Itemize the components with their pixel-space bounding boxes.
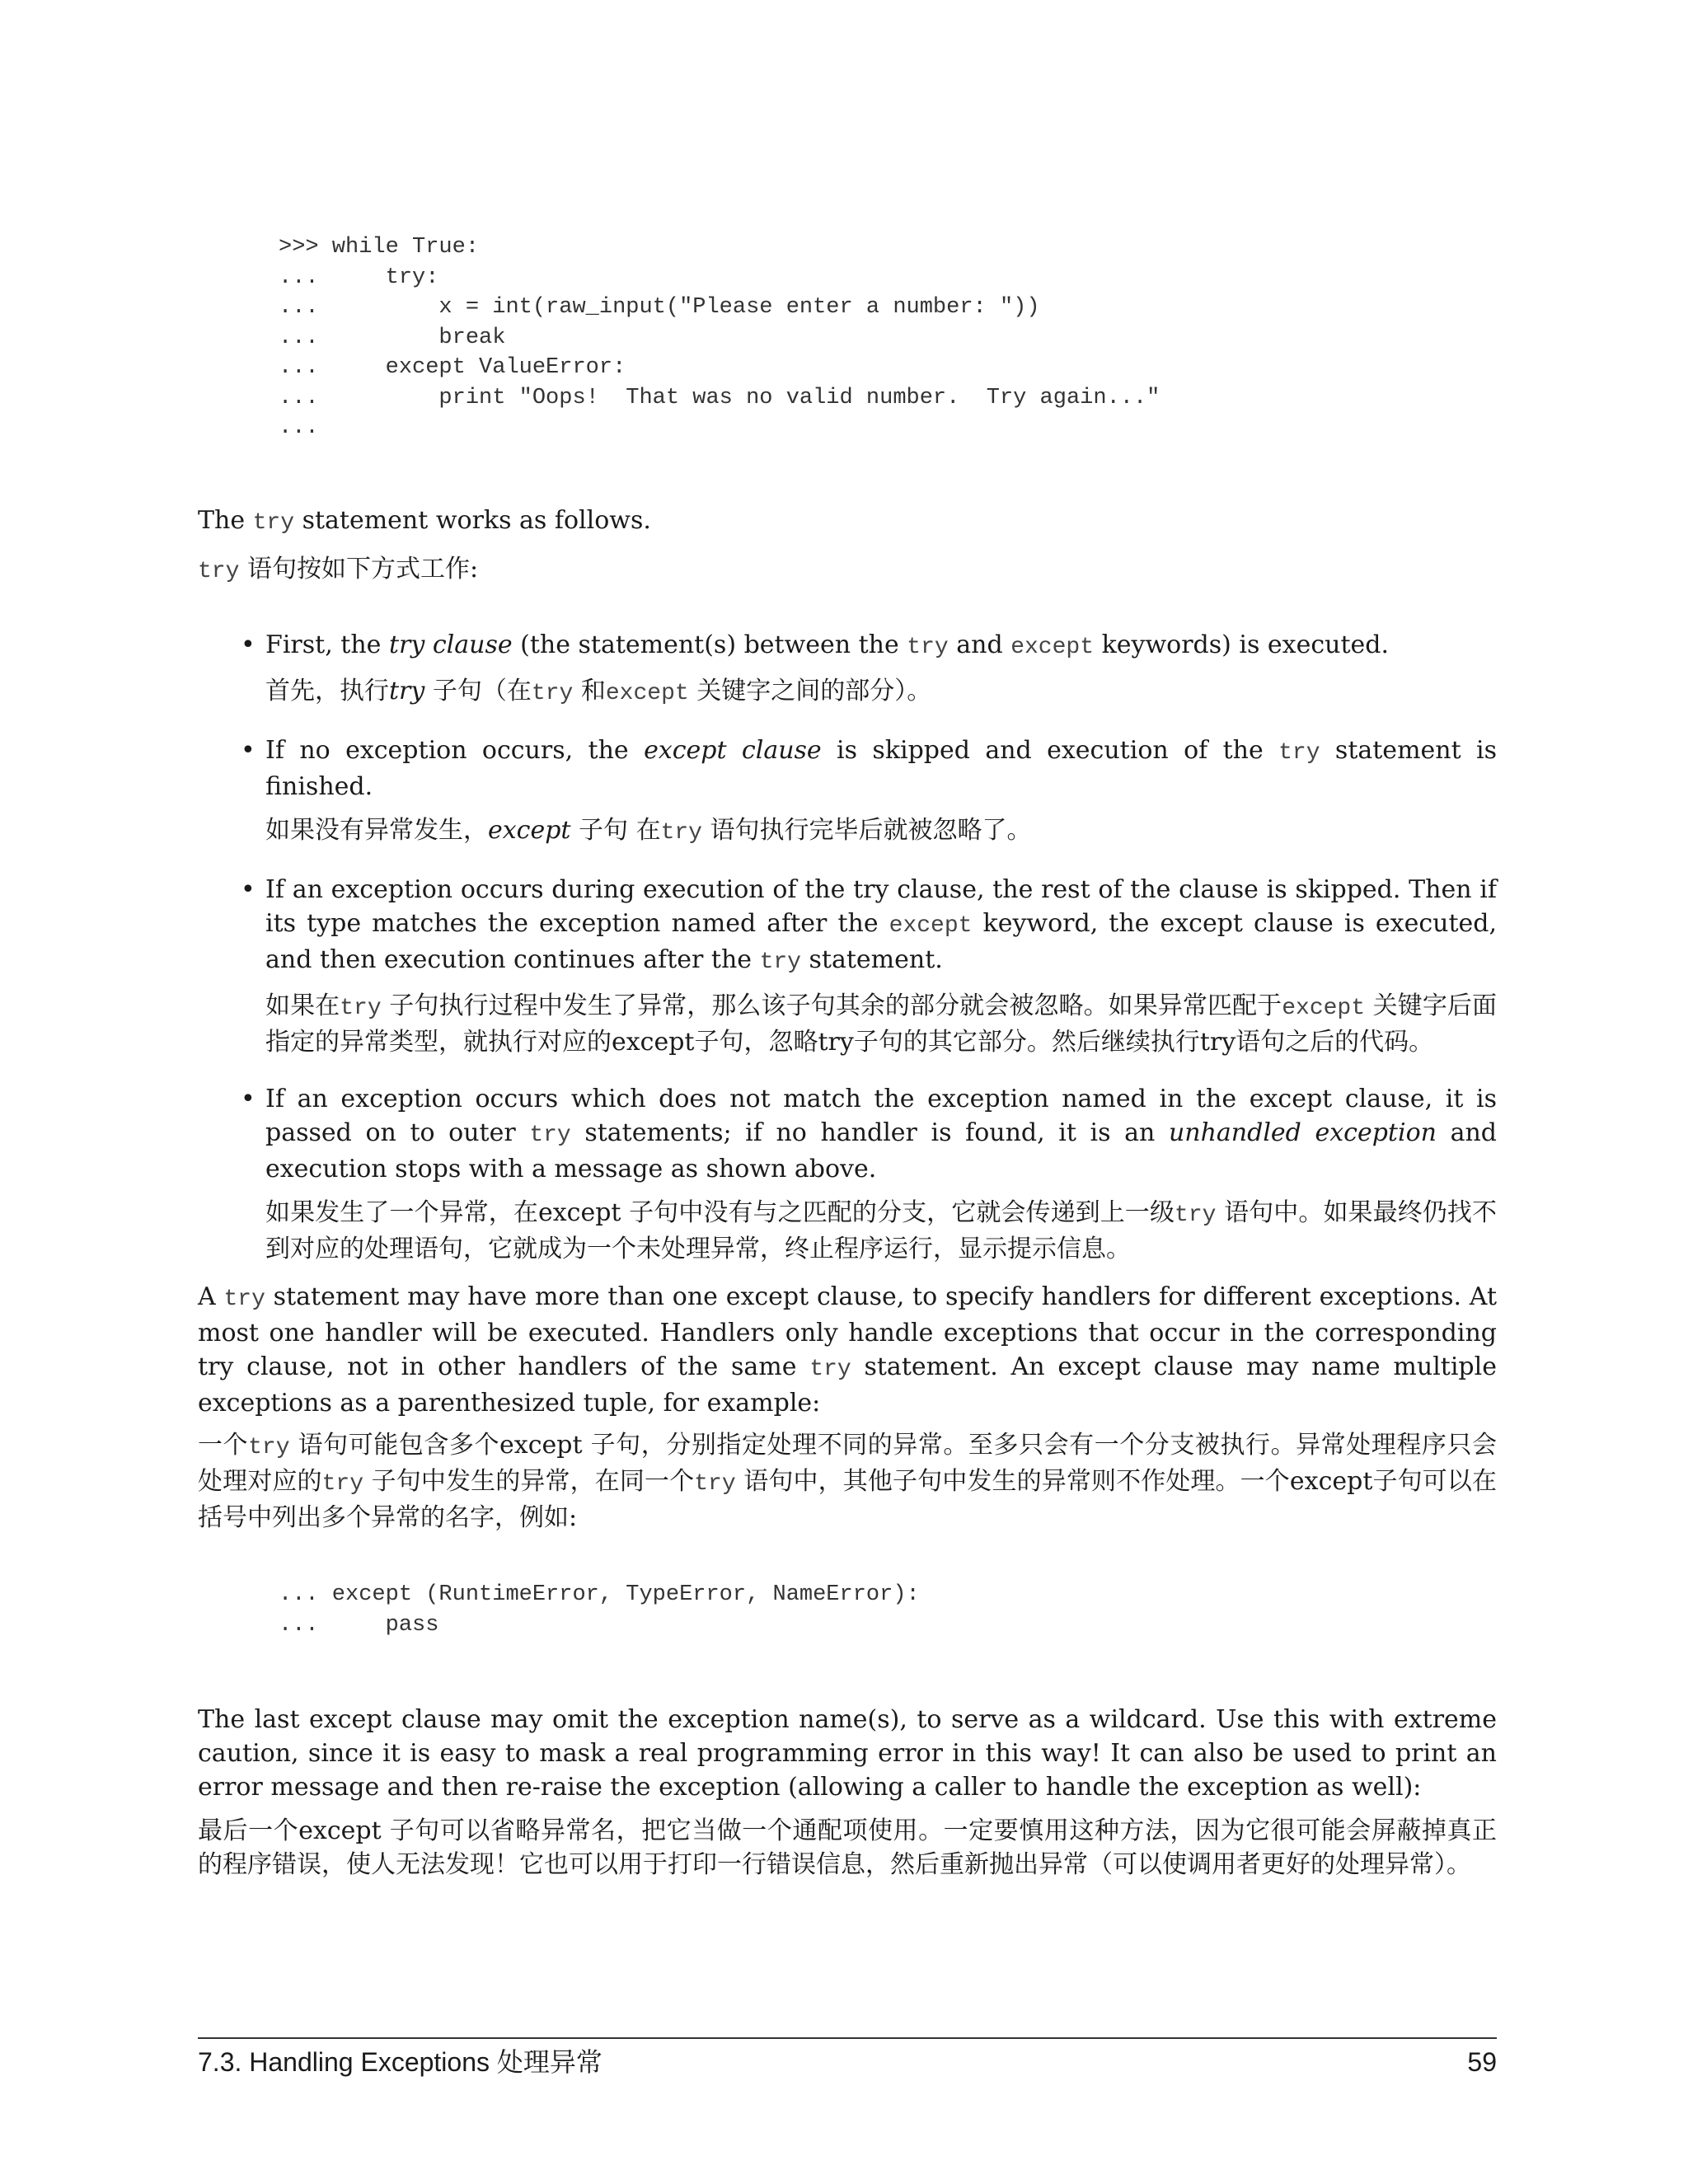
inline-code: try [198,559,240,584]
paragraph-wildcard-zh: 最后一个except 子句可以省略异常名，把它当做一个通配项使用。一定要慎用这种方法，因为它很可能会屏蔽掉真正的程序错误，使人无法发现！它也可以用于打印一行错误信息，然后重新抛出异常（可以使调用者更好的处理异常）。 [198,1816,1497,1879]
code-line: ... [279,415,319,440]
bullet-icon: • [241,630,256,659]
paragraph-multiple-except: A try statement may have more than one except clause, to specify handlers for different exceptions. At most one handler will be executed. Handlers only handle exceptions that occur in the corresponding try clause, not in other handlers of the same try statement. An except clause may name multiple exceptions as a parenthesized tuple, for example: [198,1282,1498,1418]
paragraph-multiple-except-zh: 一个try 语句可能包含多个except 子句，分别指定处理不同的异常。至多只会有一个分支被执行。异常处理程序只会处理对应的try 子句中发生的异常，在同一个try 语句中，其他子句中发生的异常则不作处理。一个except子句可以在括号中列出多个异常的名字，例如: [198,1431,1497,1532]
list-item: • If no exception occurs, the except clause is skipped and execution of the try statement is finished. 如果没有异常发生，except 子句 在try 语句执行完毕后就被忽略了。 [198,733,1497,850]
list-item: • First, the try clause (the statement(s) between the try and except keywords) is executed. 首先，执行try 子句（在try 和except 关键字之间的部分）。 [198,628,1497,710]
code-block-except-tuple [279,1580,920,1640]
page-number: 59 [1467,2047,1497,2077]
code-block-while-loop [279,232,1160,443]
paragraph-try-statement: The try statement works as follows. [198,506,651,536]
bullet-icon: • [241,736,256,765]
list-item: • If an exception occurs during execution of the try clause, the rest of the clause is skipped. Then if its type matches the exception named after the except keyword, the except clause is executed, and then execution continues after the try statement. 如果在try 子句执行过程中发生了异常，那么该子句其余的部分就会被忽略。如果异常匹配于except 关键字后面指定的异常类型，就执行对应的except子句，忽略try子句的其它部分。然后继续执行try语句之后的代码。 [198,873,1497,1059]
code-line: ... x = int(raw_input("Please enter a number: ")) [279,295,1040,320]
code-line: ... break [279,325,506,350]
code-line: ... except (RuntimeError, TypeError, NameError): [279,1582,920,1607]
footer-section-title: 7.3. Handling Exceptions 处理异常 [198,2047,603,2077]
code-line: >>> while True: [279,235,480,260]
footer-rule [198,2037,1497,2039]
code-line: ... except ValueError: [279,355,626,380]
bullet-icon: • [241,875,256,904]
bullet-list [198,628,1497,1266]
code-line: ... pass [279,1612,439,1638]
bullet-icon: • [241,1085,256,1113]
paragraph-wildcard: The last except clause may omit the exception name(s), to serve as a wildcard. Use this with extreme caution, since it is easy to mask a real programming error in this way! It can also be used to print an error message and then re-raise the exception (allowing a caller to handle the exception as well): [198,1705,1497,1802]
paragraph-try-statement-zh: try 语句按如下方式工作: [198,555,479,584]
code-line: ... try: [279,265,439,290]
code-line: ... print "Oops! That was no valid number. Try again..." [279,385,1160,410]
list-item: • If an exception occurs which does not match the exception named in the except clause, it is passed on to outer try statements; if no handler is found, it is an unhandled exception and execution stops with a message as shown above. 如果发生了一个异常，在except 子句中没有与之匹配的分支，它就会传递到上一级try 语句中。如果最终仍找不到对应的处理语句，它就成为一个未处理异常，终止程序运行，显示提示信息。 [198,1082,1497,1266]
inline-code: try [252,510,295,536]
